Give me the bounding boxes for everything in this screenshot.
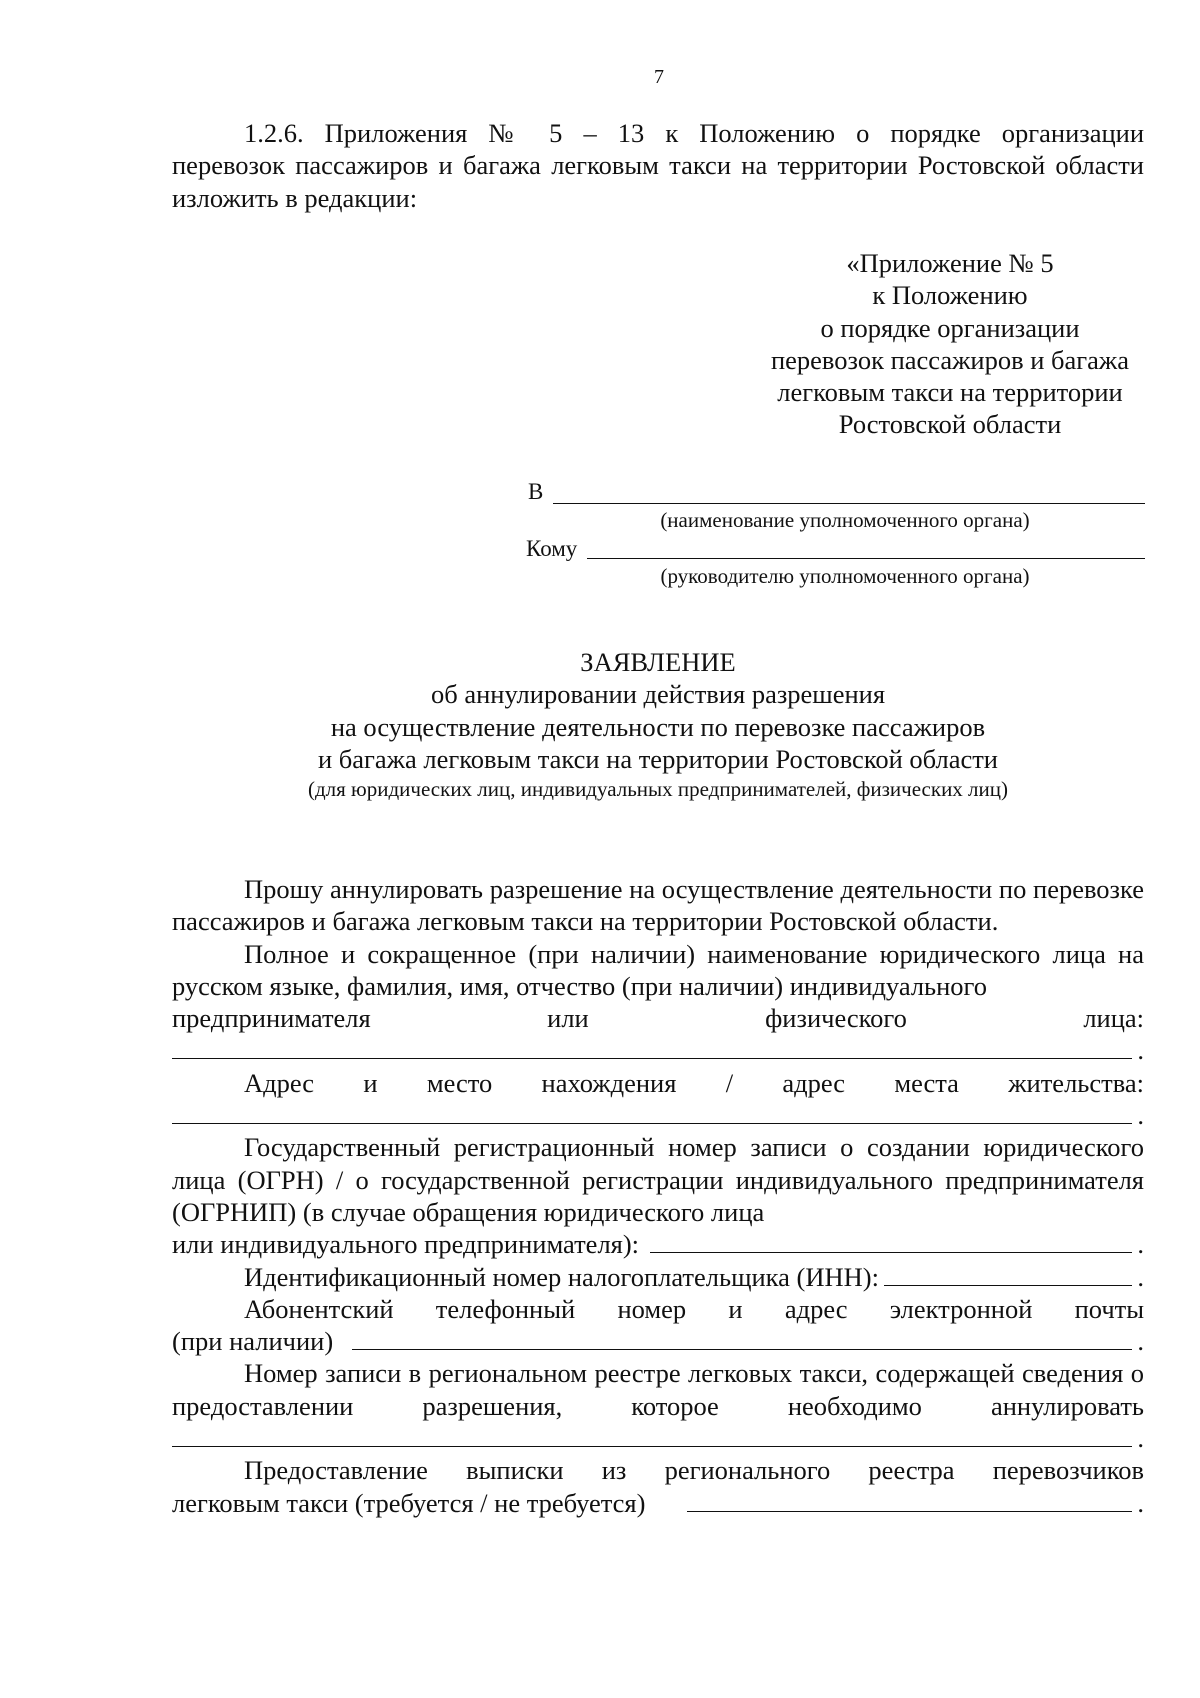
extract-line: [172, 1487, 1144, 1519]
paragraph-extract: Предоставление выписки из регионального реестра перевозчиков: [244, 1455, 1144, 1486]
paragraph-request: Прошу аннулировать разрешение на осуществление деятельности по перевозке пассажиров и багажа легковым такси на территории Ростовской области.: [172, 874, 1144, 937]
whom-field-line[interactable]: [587, 534, 1145, 559]
word: лица:: [1083, 1003, 1145, 1034]
word: или: [547, 1003, 589, 1034]
address-field[interactable]: [172, 1099, 1144, 1131]
title-note: (для юридических лиц, индивидуальных предпринимателей, физических лиц): [307, 777, 1009, 802]
intro-word: о: [856, 118, 870, 148]
whom-caption: (руководителю уполномоченного органа): [660, 564, 1030, 588]
to-label: В: [528, 479, 544, 504]
appendix-line: о порядке организации: [820, 312, 1080, 343]
to-field-line[interactable]: [553, 479, 1145, 504]
word: телефонный: [435, 1293, 576, 1324]
registry-field[interactable]: [172, 1422, 1144, 1454]
intro-word: Положению: [699, 118, 835, 148]
period: .: [1137, 1423, 1144, 1454]
paragraph-address: [172, 1067, 1144, 1099]
extract-field-line[interactable]: [687, 1511, 1132, 1512]
word: и: [363, 1067, 378, 1098]
word: Адрес: [244, 1067, 315, 1098]
appendix-header: [740, 247, 1160, 441]
title-line: на осуществление деятельности по перевозке пассажиров: [330, 711, 986, 742]
paragraph-name-last-line: [172, 1002, 1144, 1034]
paragraph-name: Полное и сокращенное (при наличии) наименование юридического лица на русском языке, фамилия, имя, отчество (при наличии) индивидуального: [172, 938, 1144, 1001]
name-field-line: [172, 1058, 1132, 1059]
appendix-line: «Приложение № 5: [846, 248, 1054, 278]
period: .: [1137, 1229, 1144, 1260]
page-number: 7: [654, 66, 664, 88]
word: жительства:: [1008, 1067, 1145, 1098]
word: номер: [617, 1293, 687, 1324]
paragraph-phone: [172, 1293, 1144, 1325]
name-field[interactable]: [172, 1034, 1144, 1066]
address-field-line: [172, 1123, 1132, 1124]
statement-body: [172, 873, 1144, 1519]
period: .: [1137, 1100, 1144, 1131]
to-caption: (наименование уполномоченного органа): [660, 508, 1030, 532]
whom-label: Кому: [526, 536, 578, 561]
title-line: об аннулировании действия разрешения: [430, 679, 886, 710]
appendix-line: к Положению: [872, 280, 1028, 311]
period: .: [1137, 1487, 1144, 1518]
word: Абонентский: [244, 1293, 394, 1324]
period: .: [1137, 1326, 1144, 1357]
intro-word: организации: [1001, 118, 1145, 148]
appendix-line: легковым такси на территории: [777, 377, 1123, 408]
word: электронной: [889, 1293, 1033, 1324]
registry-field-line: [172, 1446, 1132, 1447]
paragraph-ogrn: Государственный регистрационный номер записи о создании юридического лица (ОГРН) / о государственной регистрации индивидуального предпринимателя (ОГРНИП) (в случае обращения юридического лица: [172, 1132, 1144, 1227]
appendix-line: перевозок пассажиров и багажа: [770, 344, 1130, 375]
phone-tail: (при наличии): [172, 1326, 334, 1357]
inn-field-line[interactable]: [884, 1285, 1132, 1286]
word: почты: [1074, 1293, 1145, 1324]
word: нахождения: [541, 1067, 677, 1098]
word: адрес: [784, 1293, 848, 1324]
period: .: [1137, 1261, 1144, 1292]
intro-word: порядке: [890, 118, 981, 148]
intro-paragraph: [172, 117, 1144, 214]
word: /: [725, 1067, 734, 1098]
extract-tail: легковым такси (требуется / не требуется): [172, 1487, 646, 1518]
word: адрес: [782, 1067, 846, 1098]
word: и: [728, 1293, 743, 1324]
phone-line: [172, 1325, 1144, 1357]
word: место: [426, 1067, 493, 1098]
phone-field-line[interactable]: [352, 1349, 1132, 1350]
word: предпринимателя: [172, 1003, 371, 1034]
inn-line: [172, 1261, 1144, 1293]
inn-label: Идентификационный номер налогоплательщика (ИНН):: [244, 1261, 879, 1292]
title-heading: ЗАЯВЛЕНИЕ: [580, 647, 736, 677]
ogrn-field-line[interactable]: [650, 1252, 1132, 1253]
word: места: [894, 1067, 959, 1098]
word: физического: [765, 1003, 907, 1034]
appendix-line: Ростовской области: [838, 409, 1062, 440]
intro-word: 1.2.6. Приложения № 5 – 13: [244, 118, 645, 148]
ogrn-tail: или индивидуального предпринимателя):: [172, 1229, 640, 1260]
title-line: и багажа легковым такси на территории Ростовской области: [317, 743, 998, 774]
intro-word: к: [665, 118, 679, 148]
ogrn-line: [172, 1228, 1144, 1260]
statement-title: [172, 646, 1144, 803]
intro-rest: перевозок пассажиров и багажа легковым такси на территории Ростовской области изложить в редакции:: [172, 150, 1144, 213]
period: .: [1137, 1035, 1144, 1066]
paragraph-registry: Номер записи в региональном реестре легковых такси, содержащей сведения о предоставлении разрешения, которое необходимо аннулировать: [172, 1358, 1144, 1421]
